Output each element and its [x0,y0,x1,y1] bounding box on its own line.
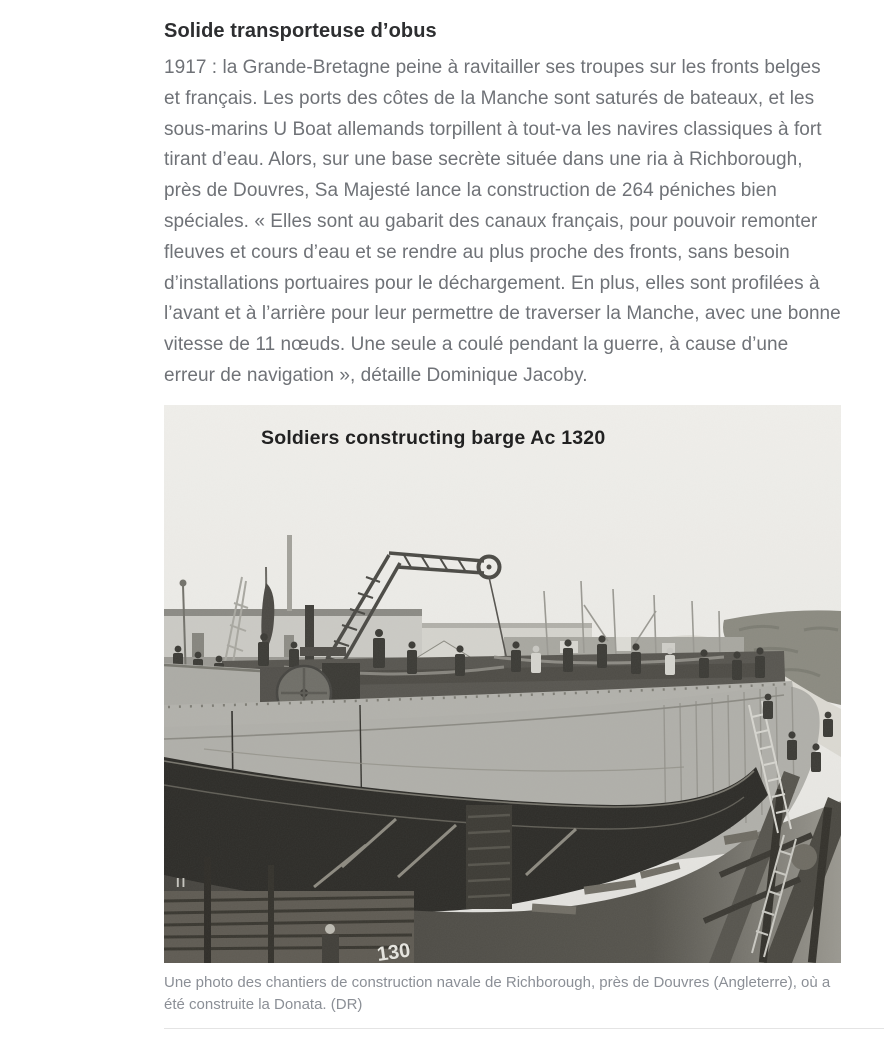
barge-photo-figure [164,405,841,1016]
article-heading: Solide transporteuse d’obus [164,20,437,42]
photo-caption: Une photo des chantiers de construction navale de Richborough, près de Douvres (Angleterre), où a été construite la Donata. (DR) [164,973,831,1013]
section-divider [164,1028,884,1029]
photo-grain-overlay [164,405,841,963]
article [164,0,841,1029]
article-paragraph: 1917 : la Grande-Bretagne peine à ravitailler ses troupes sur les fronts belges et français. Les ports des côtes de la Manche sont saturés de bateaux, et les sous-marins U Boat allemands torpillent à tout-va les navires classiques à fort tirant d’eau. Alors, sur une base secrète située dans une ria à Richborough, près de Douvres, Sa Majesté lance la construction de 264 péniches bien spéciales. « Elles sont au gabarit des canaux français, pour pouvoir remonter fleuves et cours d’eau et se rendre au plus proche des fronts, sans besoin d’installations portuaires pour le déchargement. En plus, elles sont profilées à l’avant et à l’arrière pour leur permettre de traverser la Manche, avec une bonne vitesse de 11 nœuds. Une seule a coulé pendant la guerre, à cause d’une erreur de navigation », détaille Dominique Jacoby. [164,57,841,386]
barge-construction-photo [164,405,841,963]
